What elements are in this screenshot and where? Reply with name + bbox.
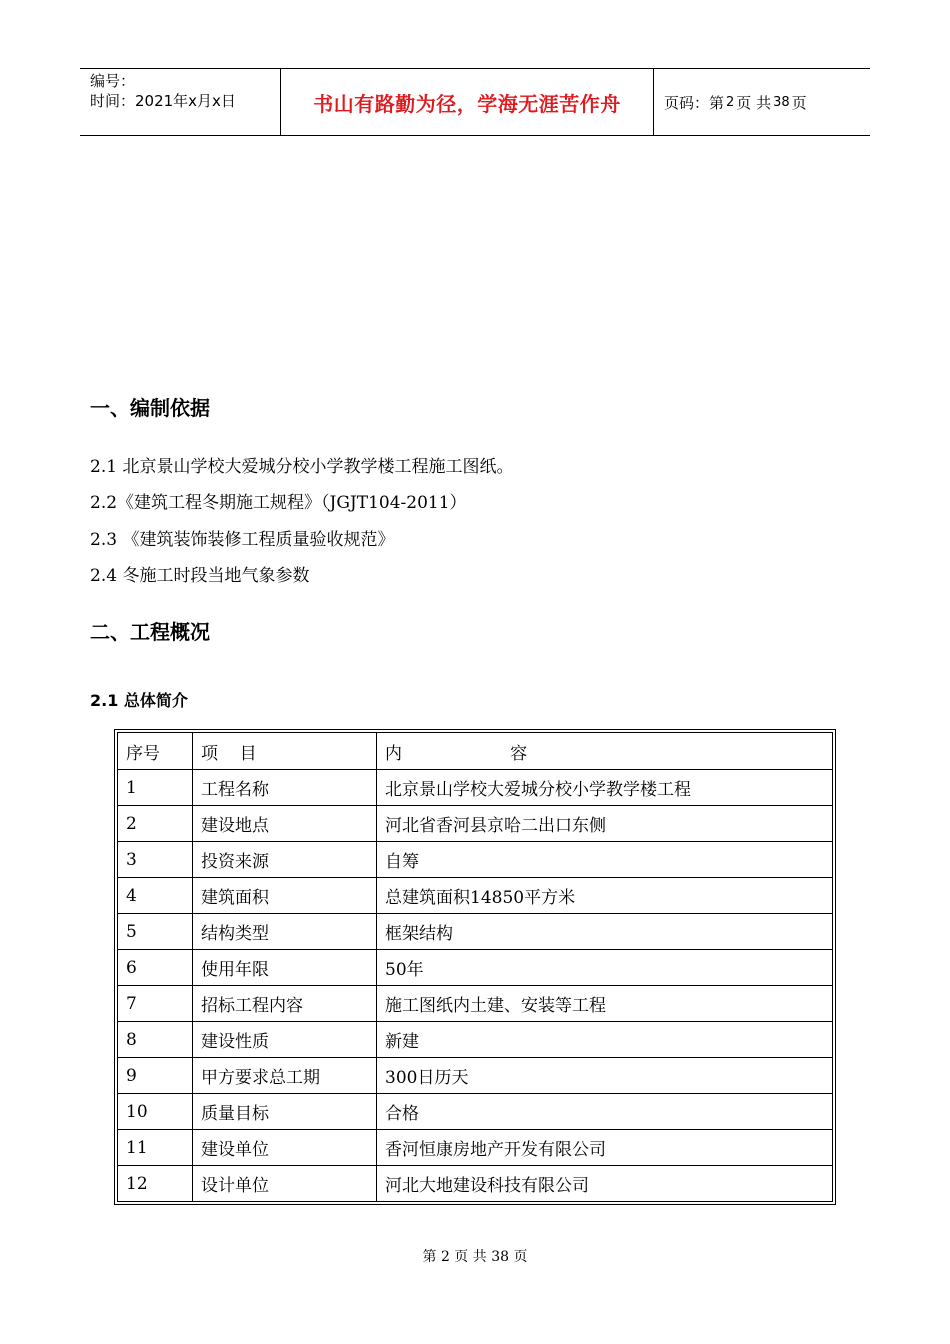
table-row (118, 986, 833, 1022)
table-cell-index: 8 (118, 1022, 193, 1058)
table-cell-item: 甲方要求总工期 (193, 1058, 377, 1094)
table-cell-item: 结构类型 (193, 914, 377, 950)
basis-item: 2.1 北京景山学校大爱城分校小学教学楼工程施工图纸。 (90, 457, 514, 477)
overview-table-grid (117, 732, 833, 1202)
subsection-title-summary: 2.1 总体简介 (90, 691, 188, 710)
table-row (118, 1130, 833, 1166)
header-meta (80, 69, 281, 135)
section-title-basis: 一、编制依据 (90, 396, 210, 420)
table-cell-content: 香河恒康房地产开发有限公司 (377, 1130, 833, 1166)
table-cell-item: 建设单位 (193, 1130, 377, 1166)
table-header-cell: 项 目 (193, 733, 377, 770)
table-header-cell: 序号 (118, 733, 193, 770)
basis-item: 2.3 《建筑装饰装修工程质量验收规范》 (90, 530, 395, 550)
table-cell-content: 河北省香河县京哈二出口东侧 (377, 806, 833, 842)
doc-time-label: 时间：2021年x月x日 (90, 92, 236, 110)
table-cell-item: 建设性质 (193, 1022, 377, 1058)
section-title-overview: 二、工程概况 (90, 620, 210, 644)
table-cell-content: 新建 (377, 1022, 833, 1058)
table-row (118, 950, 833, 986)
table-row (118, 878, 833, 914)
table-cell-item: 设计单位 (193, 1166, 377, 1202)
table-cell-index: 4 (118, 878, 193, 914)
table-row (118, 914, 833, 950)
header-motto: 书山有路勤为径，学海无涯苦作舟 (281, 69, 654, 135)
page-total: 38 (773, 94, 790, 110)
table-cell-content: 北京景山学校大爱城分校小学教学楼工程 (377, 770, 833, 806)
table-header-row (118, 733, 833, 770)
table-cell-index: 5 (118, 914, 193, 950)
table-header-cell: 内 容 (377, 733, 833, 770)
table-cell-content: 300日历天 (377, 1058, 833, 1094)
table-cell-item: 工程名称 (193, 770, 377, 806)
table-cell-index: 11 (118, 1130, 193, 1166)
table-cell-item: 招标工程内容 (193, 986, 377, 1022)
table-row (118, 1058, 833, 1094)
table-cell-item: 投资来源 (193, 842, 377, 878)
table-cell-index: 1 (118, 770, 193, 806)
table-cell-content: 合格 (377, 1094, 833, 1130)
table-cell-item: 使用年限 (193, 950, 377, 986)
overview-table (114, 729, 836, 1205)
table-cell-content: 施工图纸内土建、安装等工程 (377, 986, 833, 1022)
page-prefix: 页码：第 (664, 93, 725, 112)
header-page-info (654, 69, 870, 135)
page-footer: 第 2 页 共 38 页 (422, 1249, 528, 1265)
table-cell-index: 6 (118, 950, 193, 986)
table-row (118, 1166, 833, 1202)
doc-number-label: 编号： (90, 72, 136, 90)
table-row (118, 770, 833, 806)
page-header (80, 68, 870, 136)
table-row (118, 806, 833, 842)
table-cell-content: 50年 (377, 950, 833, 986)
basis-item: 2.4 冬施工时段当地气象参数 (90, 566, 310, 586)
table-cell-index: 9 (118, 1058, 193, 1094)
table-row (118, 842, 833, 878)
table-cell-index: 12 (118, 1166, 193, 1202)
table-cell-item: 建设地点 (193, 806, 377, 842)
page-suffix: 页 (791, 93, 807, 112)
table-row (118, 1094, 833, 1130)
table-cell-content: 总建筑面积14850平方米 (377, 878, 833, 914)
table-row (118, 1022, 833, 1058)
page-number: 2 (726, 94, 735, 110)
table-cell-content: 河北大地建设科技有限公司 (377, 1166, 833, 1202)
table-cell-index: 3 (118, 842, 193, 878)
table-cell-item: 建筑面积 (193, 878, 377, 914)
table-cell-content: 框架结构 (377, 914, 833, 950)
table-cell-index: 10 (118, 1094, 193, 1130)
page-mid: 页 共 (736, 93, 772, 112)
basis-item: 2.2《建筑工程冬期施工规程》（JGJT104-2011） (90, 493, 467, 513)
table-cell-content: 自筹 (377, 842, 833, 878)
table-cell-item: 质量目标 (193, 1094, 377, 1130)
table-cell-index: 2 (118, 806, 193, 842)
table-cell-index: 7 (118, 986, 193, 1022)
